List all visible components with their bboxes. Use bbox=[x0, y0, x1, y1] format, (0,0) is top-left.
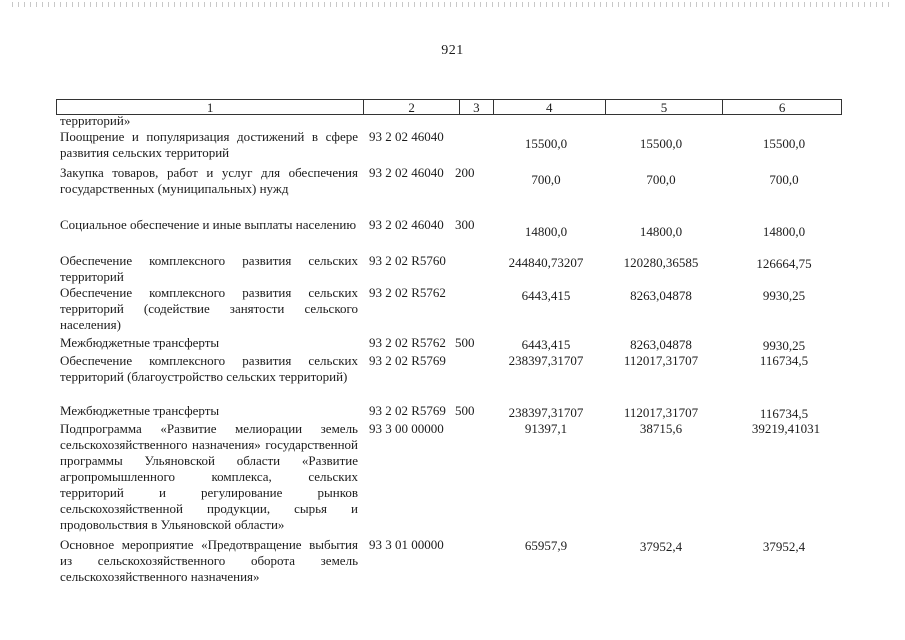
row-value-3: 9930,25 bbox=[762, 288, 806, 303]
row-value-2: 37952,4 bbox=[639, 539, 683, 554]
row-value-1: 65957,9 bbox=[524, 538, 568, 553]
row-code: 93 3 00 00000 bbox=[369, 421, 444, 436]
row-value-2: 120280,36585 bbox=[623, 255, 699, 270]
row-type bbox=[454, 537, 488, 585]
row-value-2: 700,0 bbox=[646, 172, 676, 187]
row-value-2: 112017,31707 bbox=[623, 353, 699, 368]
table-row bbox=[60, 129, 850, 165]
row-value-3: 15500,0 bbox=[762, 136, 806, 151]
row-name: Обеспечение комплексного развития сельских территорий (содействие занятости сельского населения) bbox=[60, 285, 358, 332]
row-value-1: 6443,415 bbox=[521, 288, 571, 303]
row-name: Подпрограмма «Развитие мелиорации земель сельскохозяйственного назначения» государственной программы Ульяновской области «Развитие агропромышленного комплекса, сельских территорий и регулирование рынков сельскохозяйственной продукции, сырья и продовольствия в Ульяновской области» bbox=[60, 421, 358, 532]
row-code: 93 2 02 R5769 bbox=[369, 353, 446, 368]
row-value-3: 9930,25 bbox=[762, 338, 806, 353]
row-type: 200 bbox=[455, 165, 475, 180]
row-value-2: 14800,0 bbox=[639, 224, 683, 239]
row-value-3: 39219,41031 bbox=[751, 421, 821, 436]
row-value-1: 14800,0 bbox=[524, 224, 568, 239]
header-col-5: 5 bbox=[606, 100, 724, 114]
row-name: Межбюджетные трансферты bbox=[60, 403, 220, 418]
table-row bbox=[60, 285, 850, 335]
row-name: территорий» bbox=[60, 113, 131, 128]
row-value-2: 15500,0 bbox=[639, 136, 683, 151]
row-value-3: 700,0 bbox=[769, 172, 799, 187]
row-name: Межбюджетные трансферты bbox=[60, 335, 220, 350]
row-type bbox=[454, 353, 488, 403]
row-value-1: 700,0 bbox=[531, 172, 561, 187]
row-value-2: 8263,04878 bbox=[630, 288, 692, 303]
row-value-2: 8263,04878 bbox=[630, 337, 692, 352]
row-value-1: 15500,0 bbox=[524, 136, 568, 151]
table-row bbox=[60, 113, 850, 129]
row-value-1: 6443,415 bbox=[521, 337, 571, 352]
row-type: 500 bbox=[455, 335, 475, 350]
header-col-6: 6 bbox=[778, 100, 786, 115]
table-row bbox=[60, 403, 850, 421]
row-value-3: 116734,5 bbox=[759, 353, 809, 368]
row-value-3: 37952,4 bbox=[762, 539, 806, 554]
row-name: Обеспечение комплексного развития сельских территорий (благоустройство сельских территорий) bbox=[60, 353, 358, 384]
row-type bbox=[454, 285, 488, 335]
row-code: 93 2 02 46040 bbox=[369, 165, 444, 180]
budget-table-body bbox=[60, 113, 850, 585]
row-value-3: 14800,0 bbox=[762, 224, 806, 239]
row-type bbox=[454, 421, 488, 537]
row-value-1: 238397,31707 bbox=[508, 353, 584, 368]
table-row bbox=[60, 421, 850, 537]
row-code: 93 2 02 R5762 bbox=[369, 335, 446, 350]
row-value-1: 91397,1 bbox=[524, 421, 568, 436]
table-row bbox=[60, 335, 850, 353]
row-value-3: 126664,75 bbox=[756, 256, 812, 271]
header-col-4: 4 bbox=[494, 100, 606, 114]
row-code: 93 2 02 R5762 bbox=[369, 285, 446, 300]
row-type: 300 bbox=[455, 217, 475, 232]
row-code: 93 2 02 R5769 bbox=[369, 403, 446, 418]
header-col-2: 2 bbox=[364, 100, 460, 114]
table-row bbox=[60, 353, 850, 403]
table-row bbox=[60, 537, 850, 585]
row-type bbox=[454, 129, 488, 165]
header-col-1: 1 bbox=[57, 100, 364, 114]
row-code: 93 3 01 00000 bbox=[369, 537, 444, 552]
row-value-1: 244840,73207 bbox=[508, 255, 584, 270]
row-name: Обеспечение комплексного развития сельских территорий bbox=[60, 253, 358, 284]
row-value-3: 116734,5 bbox=[759, 406, 809, 421]
row-type: 500 bbox=[455, 403, 475, 418]
header-col-3: 3 bbox=[460, 100, 494, 114]
scan-edge-artifact bbox=[12, 2, 892, 7]
row-value-2: 38715,6 bbox=[639, 421, 683, 436]
row-code: 93 2 02 46040 bbox=[369, 217, 444, 232]
page-number: 921 bbox=[441, 43, 464, 58]
table-row bbox=[60, 253, 850, 285]
row-name: Социальное обеспечение и иные выплаты населению bbox=[60, 217, 357, 232]
row-code: 93 2 02 46040 bbox=[369, 129, 444, 144]
row-name: Поощрение и популяризация достижений в сфере развития сельских территорий bbox=[60, 129, 358, 160]
row-value-1: 238397,31707 bbox=[508, 405, 584, 420]
row-name: Основное мероприятие «Предотвращение выбытия из сельскохозяйственного оборота земель сельскохозяйственного назначения» bbox=[60, 537, 358, 584]
row-name: Закупка товаров, работ и услуг для обеспечения государственных (муниципальных) нужд bbox=[60, 165, 358, 196]
row-value-2: 112017,31707 bbox=[623, 405, 699, 420]
table-row bbox=[60, 165, 850, 217]
table-row bbox=[60, 217, 850, 253]
row-type bbox=[454, 253, 488, 285]
row-code: 93 2 02 R5760 bbox=[369, 253, 446, 268]
